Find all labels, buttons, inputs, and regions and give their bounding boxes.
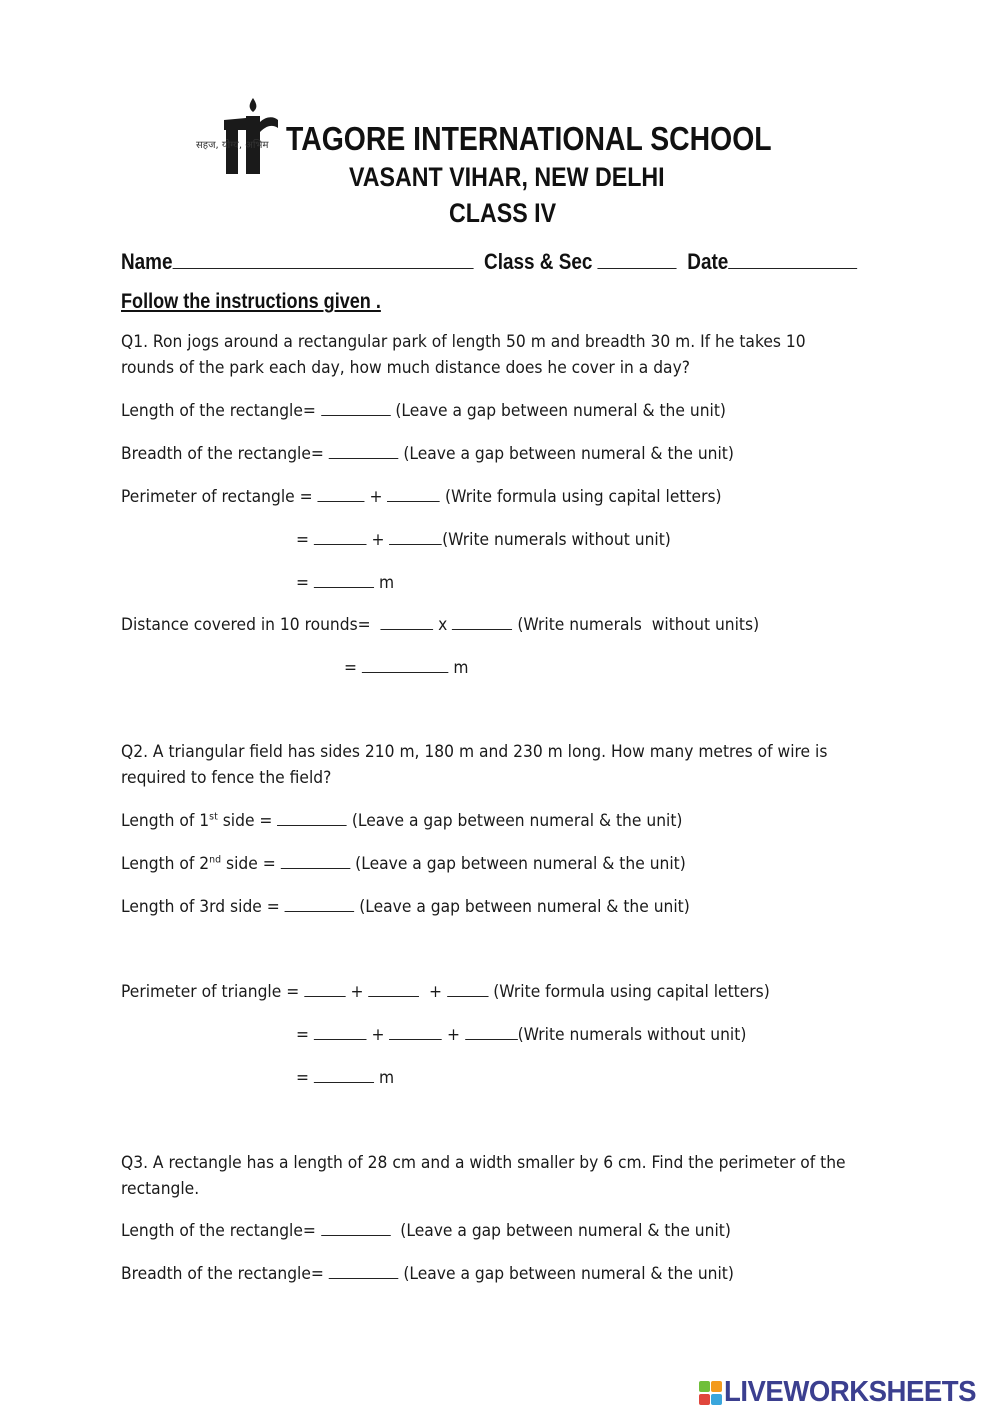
- q1-perimeter-numerals-row: = + (Write numerals without unit): [296, 530, 671, 549]
- date-label: Date: [687, 249, 729, 274]
- q2-side1-row: Length of 1st side = (Leave a gap between numeral & the unit): [121, 811, 683, 830]
- q2-side3-row: Length of 3rd side = (Leave a gap between numeral & the unit): [121, 897, 690, 916]
- class-sec-label: Class & Sec: [484, 249, 593, 274]
- q1-distance-input-1[interactable]: [381, 614, 434, 630]
- q2-numeral-input-2[interactable]: [389, 1024, 442, 1040]
- q2-perimeter-result-row: = m: [296, 1068, 395, 1087]
- q2-side1-input[interactable]: [277, 810, 347, 826]
- q2-numeral-input-3[interactable]: [465, 1024, 518, 1040]
- q2-side2-input[interactable]: [281, 853, 351, 869]
- name-input[interactable]: [173, 248, 474, 269]
- q1-length-row: Length of the rectangle= (Leave a gap between numeral & the unit): [121, 401, 726, 420]
- q1-numeral-input-1[interactable]: [314, 529, 367, 545]
- school-logo: [196, 96, 280, 178]
- school-location: VASANT VIHAR, NEW DELHI: [349, 162, 665, 192]
- q2-perimeter-numerals-row: = + + (Write numerals without unit): [296, 1025, 747, 1044]
- q2-perimeter-formula-row: Perimeter of triangle = + + (Write formula using capital letters): [121, 982, 770, 1001]
- liveworksheets-brand[interactable]: LIVEWORKSHEETS: [724, 1376, 977, 1408]
- liveworksheets-logo-icon: [698, 1378, 724, 1408]
- q1-distance-result-row: = m: [344, 658, 469, 677]
- q1-perimeter-result-row: = m: [296, 573, 395, 592]
- student-info-row: [121, 248, 857, 275]
- q1-distance-input-2[interactable]: [452, 614, 512, 630]
- q2-formula-input-1[interactable]: [304, 981, 345, 997]
- q3-breadth-input[interactable]: [329, 1263, 399, 1279]
- q1-distance-result-input[interactable]: [362, 657, 448, 673]
- class-sec-input[interactable]: [598, 248, 677, 269]
- q3-question: Q3. A rectangle has a length of 28 cm and a width smaller by 6 cm. Find the perimeter of the rectangle.: [121, 1153, 846, 1198]
- q1-formula-input-1[interactable]: [318, 486, 365, 502]
- q1-breadth-input[interactable]: [329, 443, 399, 459]
- q2-perimeter-input[interactable]: [314, 1067, 374, 1083]
- q1-perimeter-formula-row: Perimeter of rectangle = + (Write formula using capital letters): [121, 487, 722, 506]
- q2-numeral-input-1[interactable]: [314, 1024, 367, 1040]
- q2-side3-input[interactable]: [285, 896, 355, 912]
- q2-question: Q2. A triangular field has sides 210 m, 180 m and 230 m long. How many metres of wire is required to fence the field?: [121, 742, 828, 787]
- q1-distance-row: Distance covered in 10 rounds= x (Write numerals without units): [121, 615, 760, 634]
- name-label: Name: [121, 249, 173, 274]
- q1-numeral-input-2[interactable]: [389, 529, 442, 545]
- q3-breadth-row: Breadth of the rectangle= (Leave a gap between numeral & the unit): [121, 1264, 734, 1283]
- q1-formula-input-2[interactable]: [387, 486, 440, 502]
- q2-formula-input-2[interactable]: [368, 981, 419, 997]
- q2-side2-row: Length of 2nd side = (Leave a gap between numeral & the unit): [121, 854, 686, 873]
- q2-formula-input-3[interactable]: [447, 981, 488, 997]
- q3-length-input[interactable]: [321, 1220, 391, 1236]
- instructions-heading: Follow the instructions given .: [121, 290, 381, 313]
- class-label: CLASS IV: [449, 198, 557, 228]
- date-input[interactable]: [728, 248, 857, 269]
- school-name: TAGORE INTERNATIONAL SCHOOL: [286, 120, 772, 157]
- q1-perimeter-input[interactable]: [314, 572, 374, 588]
- q1-length-input[interactable]: [321, 400, 391, 416]
- q1-question: Q1. Ron jogs around a rectangular park of length 50 m and breadth 30 m. If he takes 10 rounds of the park each day, how much distance does he cover in a day?: [121, 332, 806, 377]
- q1-breadth-row: Breadth of the rectangle= (Leave a gap between numeral & the unit): [121, 444, 734, 463]
- q3-length-row: Length of the rectangle= (Leave a gap between numeral & the unit): [121, 1221, 731, 1240]
- logo-motto: सहज, योग्य, अभिम: [196, 140, 269, 151]
